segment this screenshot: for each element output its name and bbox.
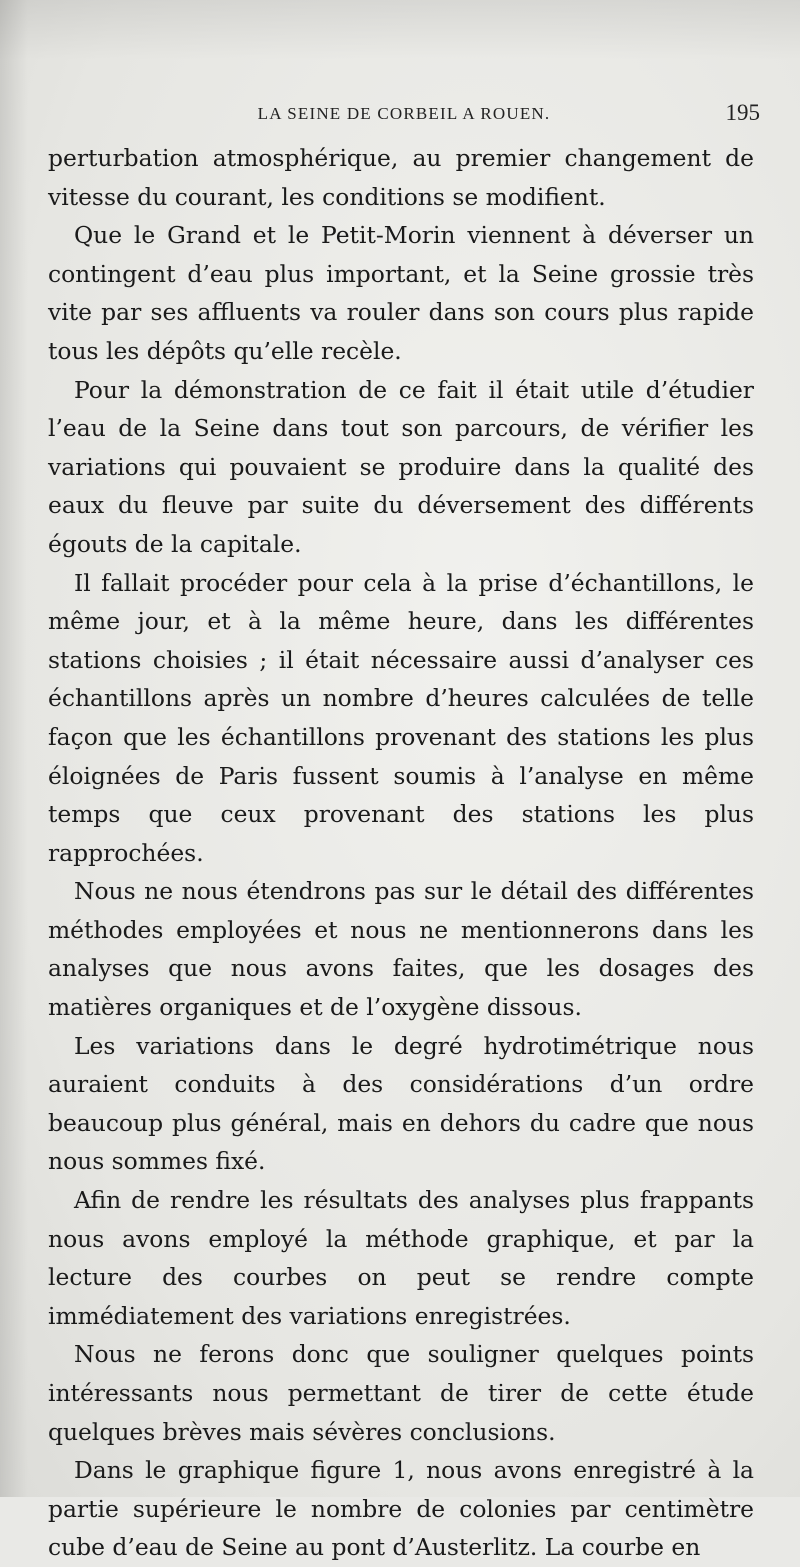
paragraph: Afin de rendre les résultats des analyses plus frappants nous avons employé la méthode graphique, et par la lecture des courbes on peut se rendre compte immédiatement des variations enregistrées. <box>48 1186 754 1330</box>
paragraph: Que le Grand et le Petit-Morin viennent à déverser un contingent d’eau plus important, et la Seine grossie très vite par ses affluents va rouler dans son cours plus rapide tous les dépôts qu’elle recèle. <box>48 221 754 365</box>
paragraph: Il fallait procéder pour cela à la prise d’échantillons, le même jour, et à la même heure, dans les différentes stations choisies ; il était nécessaire aussi d’analyser ces échantillons après un nombre d’heures calculées de telle façon que les échantillons provenant des stations les plus éloignées de Paris fussent soumis à l’analyse en même temps que ceux provenant des stations les plus rapprochées. <box>48 568 754 867</box>
paragraph: Nous ne ferons donc que souligner quelques points intéressants nous permettant de tirer de cette étude quelques brèves mais sévères conclusions. <box>48 1340 754 1446</box>
paragraph: Nous ne nous étendrons pas sur le détail des différentes méthodes employées et nous ne mentionnerons dans les analyses que nous avons faites, que les dosages des matières organiques et de l’oxygène dissous. <box>48 877 754 1022</box>
running-head <box>48 100 760 130</box>
running-title: LA SEINE DE CORBEIL A ROUEN. <box>257 104 551 123</box>
paragraph: Les variations dans le degré hydrotimétrique nous auraient conduits à des considérations d’un ordre beaucoup plus général, mais en dehors du cadre que nous nous sommes fixé. <box>48 1031 754 1176</box>
page-number: 195 <box>725 100 760 125</box>
paragraph: perturbation atmosphérique, au premier changement de vitesse du courant, les conditions se modifient. <box>48 144 754 211</box>
paragraph: Dans le graphique figure 1, nous avons enregistré à la partie supérieure le nombre de colonies par centimètre cube d’eau de Seine au pont d’Austerlitz. La courbe en <box>48 1456 754 1562</box>
paragraph: Pour la démonstration de ce fait il était utile d’étudier l’eau de la Seine dans tout son parcours, de vérifier les variations qui pouvaient se produire dans la qualité des eaux du fleuve par suite du déversement des différents égouts de la capitale. <box>48 375 754 558</box>
body-text <box>48 139 754 1567</box>
